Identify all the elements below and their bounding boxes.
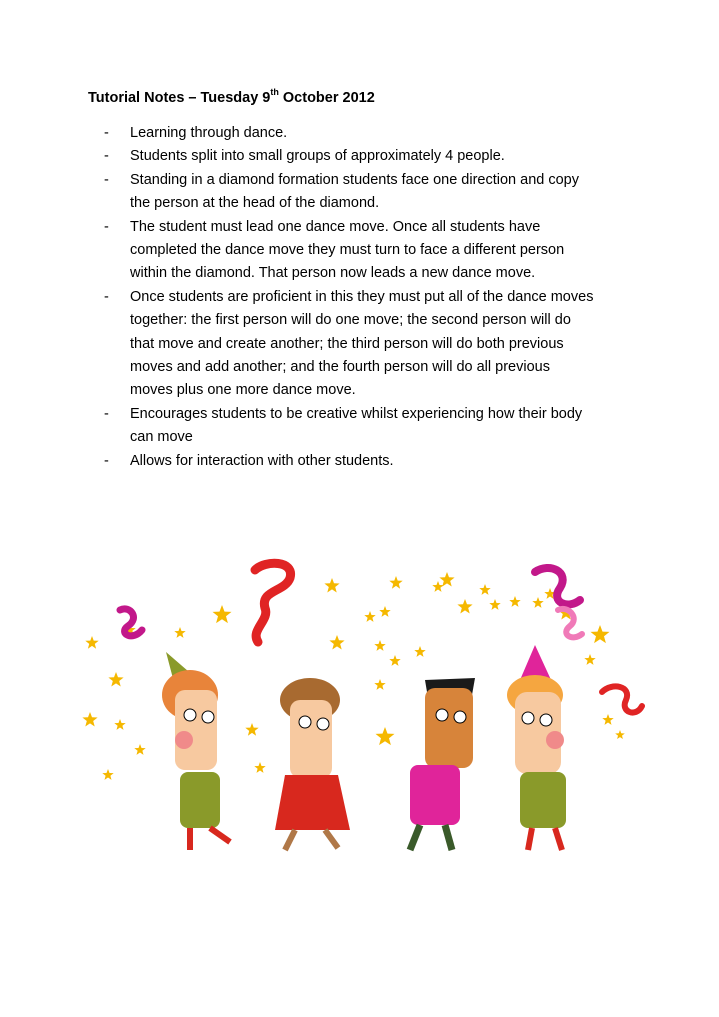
leg-shape [285,830,295,850]
eye-shape [540,714,552,726]
star-icon [379,606,390,617]
eye-shape [299,716,311,728]
cheek-shape [175,731,193,749]
eye-shape [317,718,329,730]
star-icon [85,636,98,649]
star-icon [457,599,472,614]
star-icon [591,625,610,643]
head-shape [290,700,332,778]
star-icon [364,611,375,622]
body-shape [410,765,460,825]
star-icon [329,635,344,650]
title-superscript: th [270,87,279,97]
note-item [88,122,648,145]
note-line: together: the first person will do one move; the second person will do [130,312,571,329]
note-line: Students split into small groups of approximately 4 people. [130,148,505,165]
note-line: Standing in a diamond formation students face one direction and copy [130,171,579,188]
note-line: that move and create another; the third person will do both previous [130,335,564,352]
note-line: completed the dance move they must turn to face a different person [130,242,565,259]
star-icon [432,581,443,592]
bullet-dash: - [104,452,109,469]
star-icon [374,640,385,651]
star-icon [439,572,454,587]
leg-shape [555,828,562,850]
leg-shape [410,825,420,850]
star-icon [615,730,625,739]
star-icon [509,596,520,607]
streamer-icon [602,686,642,712]
star-icon [114,719,125,730]
head-shape [175,690,217,770]
star-icon [584,654,595,665]
cheek-shape [546,731,564,749]
body-shape [275,775,350,830]
star-icon [213,605,232,623]
star-icon [532,597,543,608]
leg-shape [528,828,532,850]
title-suffix: October 2012 [278,89,375,106]
note-line: Allows for interaction with other students. [130,452,394,469]
bullet-dash: - [104,405,109,422]
bullet-dash: - [104,218,109,235]
note-item [88,145,648,168]
note-item [88,169,648,216]
note-line: within the diamond. That person now leads a new dance move. [130,265,536,282]
eye-shape [184,709,196,721]
note-line: Once students are proficient in this they must put all of the dance moves [130,288,594,305]
star-icon [479,584,490,595]
streamer-icon [558,609,582,637]
note-line: Encourages students to be creative whilst experiencing how their body [130,405,583,422]
leg-shape [325,830,338,848]
note-line: moves and add another; and the fourth person will do all previous [130,359,550,376]
star-icon [254,762,265,773]
star-icon [414,646,425,657]
bullet-dash: - [104,125,109,141]
note-line: moves plus one more dance move. [130,382,356,399]
eye-shape [436,709,448,721]
star-icon [82,712,97,727]
star-icon [102,769,113,780]
note-line: can move [130,429,193,446]
star-icon [489,599,500,610]
eye-shape [202,711,214,723]
note-line: The student must lead one dance move. Once all students have [130,218,541,235]
note-item [88,216,648,286]
page-title [88,88,375,106]
streamer-icon [255,563,291,642]
eye-shape [454,711,466,723]
body-shape [520,772,566,828]
star-icon [376,727,395,745]
body-shape [180,772,220,828]
star-icon [374,679,385,690]
star-icon [389,655,400,666]
star-icon [602,714,613,725]
note-item [88,403,648,450]
note-item [88,450,648,473]
bullet-dash: - [104,288,109,305]
star-icon [245,723,258,736]
title-prefix: Tutorial Notes – Tuesday 9 [88,89,271,106]
bullet-dash: - [104,171,109,188]
streamer-icon [535,568,580,604]
leg-shape [210,828,230,842]
star-icon [174,627,185,638]
dancing-party-people-illustration [80,550,650,870]
eye-shape [522,712,534,724]
leg-shape [445,825,452,850]
bullet-dash: - [104,148,109,165]
note-item [88,286,648,403]
star-icon [389,576,402,589]
star-icon [108,672,123,687]
star-icon [324,578,339,593]
notes-list [88,122,648,473]
note-line: Learning through dance. [130,125,288,141]
head-shape [425,688,473,768]
note-line: the person at the head of the diamond. [130,195,380,212]
star-icon [134,744,145,755]
